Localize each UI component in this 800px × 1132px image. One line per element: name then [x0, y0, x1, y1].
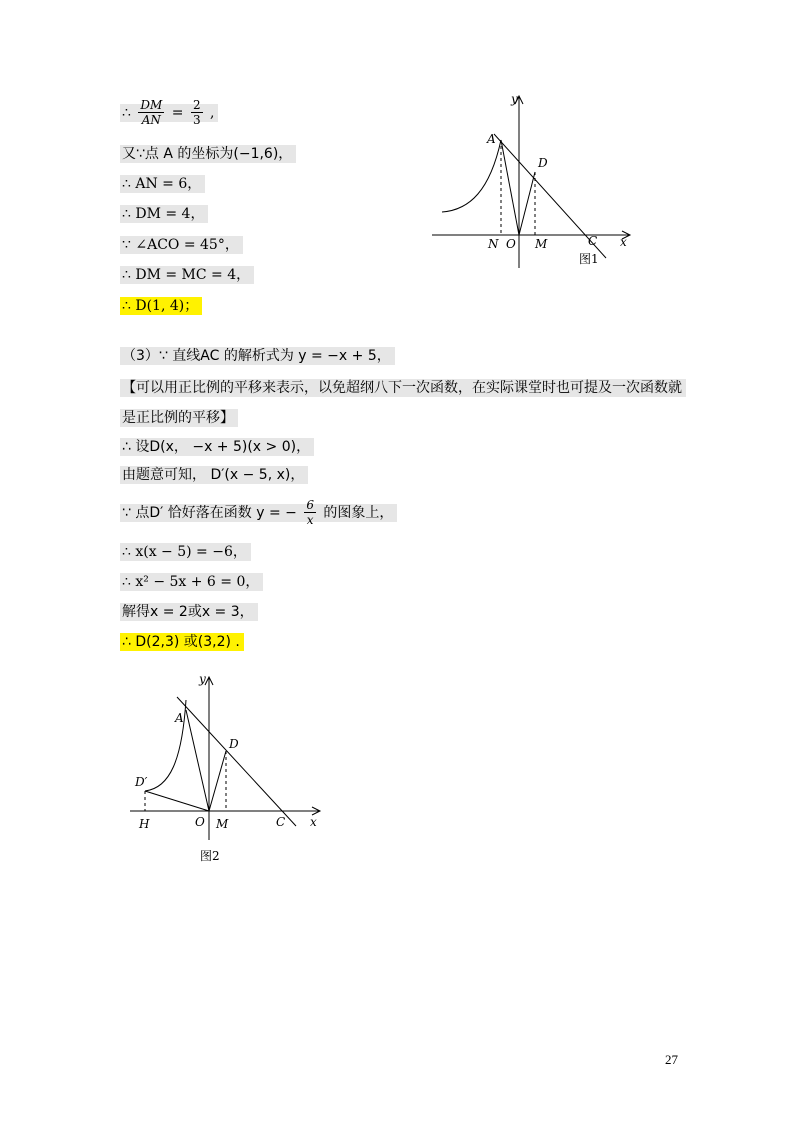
line-ac-equation-text: （3）∵ 直线AC 的解析式为 y = −x + 5， [120, 347, 395, 365]
statement-suffix: 的图象上， [323, 504, 394, 521]
line-angle-aco [120, 234, 243, 256]
set-d-text: ∴ 设D(x， −x + 5)(x > 0)， [120, 438, 314, 456]
label-a: A [175, 711, 184, 725]
segment-do [209, 751, 226, 811]
line-point-a-coords [120, 143, 296, 165]
label-m: M [216, 817, 229, 831]
d-coordinate-answer: ∴ D(1, 4)； [120, 297, 202, 315]
figure-1-caption: 图1 [579, 252, 599, 266]
page-number: 27 [665, 1052, 678, 1067]
quadratic-equation: ∴ x² − 5x + 6 = 0， [120, 573, 263, 591]
label-n: N [488, 237, 499, 251]
fraction-numerator: 2 [192, 98, 201, 112]
label-y: y [511, 92, 518, 106]
solution-text: 解得x = 2或x = 3， [120, 603, 258, 621]
an-equals-6-text: ∴ AN = 6， [120, 175, 205, 193]
line-an-value [120, 173, 205, 195]
label-x: x [310, 815, 317, 829]
statement-prefix: ∵ 点D′ 恰好落在函数 y = − [122, 504, 297, 521]
fraction-dm-an [138, 98, 164, 127]
segment-ao [186, 710, 209, 811]
teaching-note-text-1: 【可以用正比例的平移来表示，以免超纲八下一次函数，在实际课堂时也可提及一次函数就 [120, 379, 686, 397]
hyperbola-curve [442, 140, 501, 212]
line-d-prime [120, 464, 308, 486]
segment-ao [501, 140, 519, 235]
equation-x-x-minus-5: ∴ x(x − 5) = −6， [120, 543, 251, 561]
figure-2-diagram [125, 668, 330, 868]
d-final-answer: ∴ D(2,3) 或(3,2) . [120, 633, 244, 651]
line-note-2 [120, 407, 238, 429]
line-part3-ac [120, 345, 395, 367]
fraction-numerator: DM [140, 98, 163, 112]
equals-sign: = [171, 104, 184, 121]
line-d-answer-2 [120, 631, 244, 653]
fraction-denominator: 3 [192, 113, 201, 127]
line-equation-1 [120, 541, 251, 563]
figure-2-caption: 图2 [200, 849, 220, 863]
line-dm-mc [120, 264, 254, 286]
fraction-denominator: x [306, 513, 314, 527]
segment-dprime-o [145, 791, 209, 811]
fraction-two-thirds [191, 98, 203, 127]
therefore-symbol: ∴ [122, 104, 131, 121]
label-d: D [229, 737, 239, 751]
fraction-numerator: 6 [306, 498, 314, 512]
angle-aco-text: ∵ ∠ACO = 45°， [120, 236, 243, 254]
dm-equals-4-text: ∴ DM = 4， [120, 205, 208, 223]
label-c: C [588, 234, 598, 248]
label-d: D [538, 156, 548, 170]
label-y: y [199, 672, 206, 686]
d-prime-coordinates-text: 由题意可知， D′(x − 5, x)， [120, 466, 308, 484]
segment-do [519, 172, 535, 235]
line-d-prime-on-graph [120, 498, 397, 527]
point-a-coordinates-text: 又∵点 A 的坐标为(−1,6)， [120, 145, 296, 163]
line-d-answer-1 [120, 295, 202, 317]
label-o: O [506, 237, 516, 251]
label-h: H [139, 817, 150, 831]
line-note-1 [120, 377, 686, 399]
fraction-6-over-x [304, 498, 316, 527]
label-o: O [195, 815, 205, 829]
line-dm-an-ratio [120, 98, 218, 127]
label-m: M [535, 237, 548, 251]
dm-mc-text: ∴ DM = MC = 4， [120, 266, 254, 284]
label-c: C [276, 815, 286, 829]
d-prime-on-function-text [120, 498, 397, 527]
label-a: A [487, 132, 496, 146]
line-set-d [120, 436, 314, 458]
figure-1-diagram [425, 88, 640, 268]
line-dm-value [120, 203, 208, 225]
label-d-prime: D′ [135, 775, 148, 789]
comma: , [210, 104, 215, 121]
line-quadratic [120, 571, 263, 593]
teaching-note-text-2: 是正比例的平移】 [120, 409, 238, 427]
label-x: x [620, 235, 627, 249]
line-solution [120, 601, 258, 623]
fraction-denominator: AN [141, 113, 161, 127]
